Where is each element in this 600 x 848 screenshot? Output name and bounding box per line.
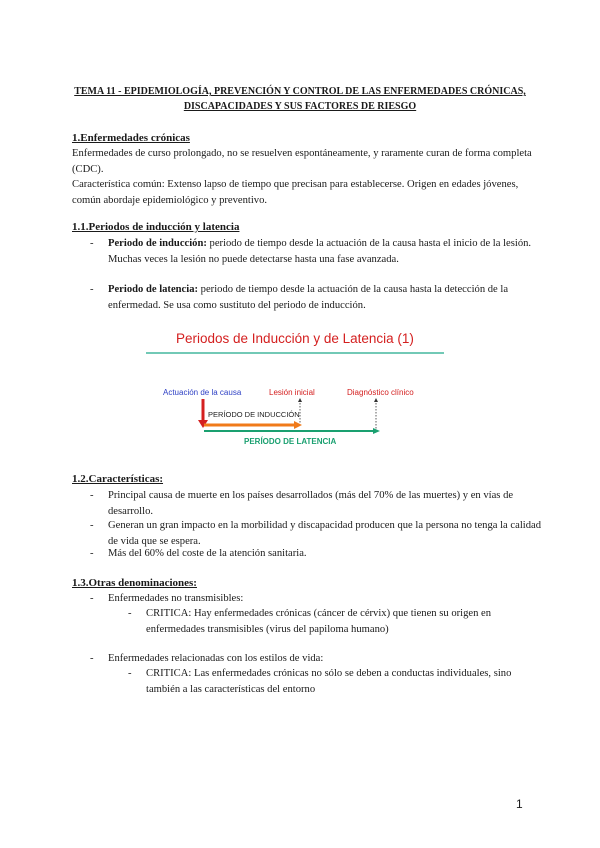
- characteristic-item-3: - Más del 60% del coste de la atención sanitaria.: [90, 546, 548, 562]
- section-1-paragraph-2: Característica común: Extenso lapso de tiempo que precisan para establecerse. Origen en edades jóvenes, común abordaje epidemiológico y preventivo.: [72, 179, 519, 206]
- induction-text: periodo de tiempo desde la actuación de la causa hasta el inicio de la lesión. Muchas veces la lesión no puede detectarse hasta una fase avanzada.: [108, 238, 532, 265]
- latency-term: Periodo de latencia:: [108, 284, 199, 295]
- denomination-item-2-critique: - CRITICA: Las enfermedades crónicas no sólo se deben a conductas individuales, sino también a las características del entorno: [128, 666, 546, 697]
- section-1-1-heading: 1.1.Periodos de inducción y latencia: [72, 221, 240, 233]
- induction-term: Periodo de inducción:: [108, 238, 207, 249]
- latency-arrow-head: [373, 428, 380, 434]
- label-cause: Actuación de la causa: [163, 388, 242, 397]
- characteristic-item-2: - Generan un gran impacto en la morbilidad y discapacidad producen que la persona no tenga la calidad de vida que se espera.: [90, 518, 548, 549]
- section-1-heading: 1.Enfermedades crónicas: [72, 132, 190, 144]
- lesion-marker-head: [298, 398, 302, 402]
- label-lesion: Lesión inicial: [269, 388, 315, 397]
- page-number: 1: [516, 797, 523, 811]
- induction-latency-figure: [146, 326, 446, 452]
- diagnosis-marker-head: [374, 398, 378, 402]
- latency-text: periodo de tiempo desde la actuación de la causa hasta la detección de la enfermedad. Se usa como sustituto del periodo de inducción.: [108, 284, 509, 311]
- induction-item: [90, 236, 548, 267]
- figure-title: Periodos de Inducción y de Latencia (1): [176, 331, 414, 346]
- section-1-3-heading: 1.3.Otras denominaciones:: [72, 577, 197, 589]
- title-line-1: TEMA 11 - EPIDEMIOLOGÍA, PREVENCIÓN Y CONTROL DE LAS ENFERMEDADES CRÓNICAS,: [74, 86, 526, 97]
- title-line-2: DISCAPACIDADES Y SUS FACTORES DE RIESGO: [183, 101, 417, 112]
- induction-arrow-head: [294, 421, 302, 429]
- denomination-item-2: - Enfermedades relacionadas con los estilos de vida:: [90, 651, 548, 667]
- section-1-2-heading: 1.2.Características:: [72, 473, 164, 485]
- label-induction: PERÍODO DE INDUCCIÓN: [208, 410, 300, 419]
- label-latency: PERÍODO DE LATENCIA: [244, 437, 337, 446]
- latency-item: [90, 282, 548, 313]
- label-diagnosis: Diagnóstico clínico: [347, 388, 414, 397]
- section-1-paragraph-1: Enfermedades de curso prolongado, no se resuelven espontáneamente, y raramente curan de forma completa (CDC).: [72, 148, 532, 175]
- characteristic-item-1: - Principal causa de muerte en los países desarrollados (más del 70% de las muertes) y en vías de desarrollo.: [90, 488, 548, 519]
- denomination-item-1-critique: - CRITICA: Hay enfermedades crónicas (cáncer de cérvix) que tienen su origen en enfermedades transmisibles (virus del papiloma humano): [128, 606, 546, 637]
- document-title: [60, 84, 540, 114]
- denomination-item-1: - Enfermedades no transmisibles:: [90, 591, 548, 607]
